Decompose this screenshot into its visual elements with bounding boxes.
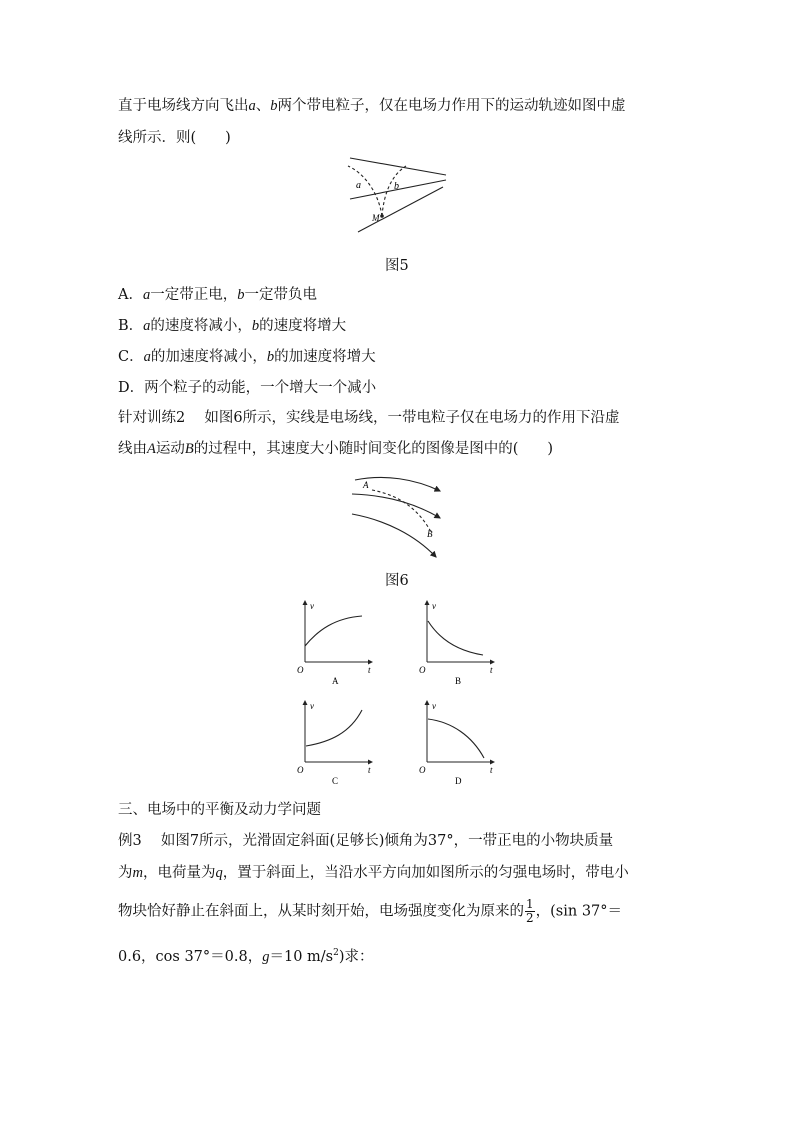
fig6-label-a: A: [363, 480, 369, 490]
svg-text:v: v: [310, 601, 314, 611]
svg-text:t: t: [490, 765, 493, 775]
svg-text:t: t: [490, 665, 493, 675]
graph-label-a: A: [332, 676, 339, 686]
fig5-label-m: M: [372, 213, 380, 223]
q1-line2: 线所示．则( ): [118, 130, 231, 146]
fig5-label-b: b: [394, 181, 399, 192]
option-d: D．两个粒子的动能，一个增大一个减小: [118, 380, 377, 396]
fig5-caption: 图5: [385, 258, 409, 274]
fig6-caption: 图6: [385, 573, 409, 589]
option-b: B．a的速度将减小，b的速度将增大: [118, 318, 347, 334]
graph-label-d: D: [455, 776, 462, 786]
section-3-heading: 三、电场中的平衡及动力学问题: [118, 802, 321, 818]
option-c: C．a的加速度将减小，b的加速度将增大: [118, 349, 376, 365]
ex3-line1: 例3 如图7所示，光滑固定斜面(足够长)倾角为37°，一带正电的小物块质量: [118, 833, 614, 849]
svg-text:O: O: [297, 665, 304, 675]
svg-text:t: t: [368, 765, 371, 775]
ex3-line4: 0.6，cos 37°＝0.8，g＝10 $m/s^2$)求：: [118, 948, 374, 965]
graph-a: [297, 601, 372, 686]
q1-line1: 直于电场线方向飞出a、b两个带电粒子，仅在电场力作用下的运动轨迹如图中虚: [118, 98, 626, 114]
graph-d: [419, 701, 494, 786]
svg-text:v: v: [432, 601, 436, 611]
svg-text:O: O: [419, 765, 426, 775]
graph-c: [297, 701, 372, 786]
fig5-label-a: a: [356, 180, 361, 191]
svg-text:v: v: [432, 701, 436, 711]
ex3-line3: 物块恰好静止在斜面上，从某时刻开始，电场强度变化为原来的 $\frac{1}{2}$ ，(sin 37°＝: [118, 897, 623, 925]
graph-b: [419, 601, 494, 686]
fraction-one-half: $\frac{1}{2}$: [526, 897, 534, 925]
option-a: A．a一定带正电，b一定带负电: [118, 287, 317, 303]
svg-text:O: O: [297, 765, 304, 775]
svg-text:v: v: [310, 701, 314, 711]
ex3-line2: 为m，电荷量为q，置于斜面上，当沿水平方向加如图所示的匀强电场时，带电小: [118, 865, 629, 881]
q2-line1: 针对训练2 如图6所示，实线是电场线，一带电粒子仅在电场力的作用下沿虚: [118, 410, 620, 426]
svg-text:t: t: [368, 665, 371, 675]
q2-line2: 线由A运动B的过程中，其速度大小随时间变化的图像是图中的( ): [118, 441, 554, 457]
graph-label-b: B: [455, 676, 462, 686]
svg-text:O: O: [419, 665, 426, 675]
graph-label-c: C: [332, 776, 339, 786]
fig6-label-b: B: [427, 529, 433, 539]
